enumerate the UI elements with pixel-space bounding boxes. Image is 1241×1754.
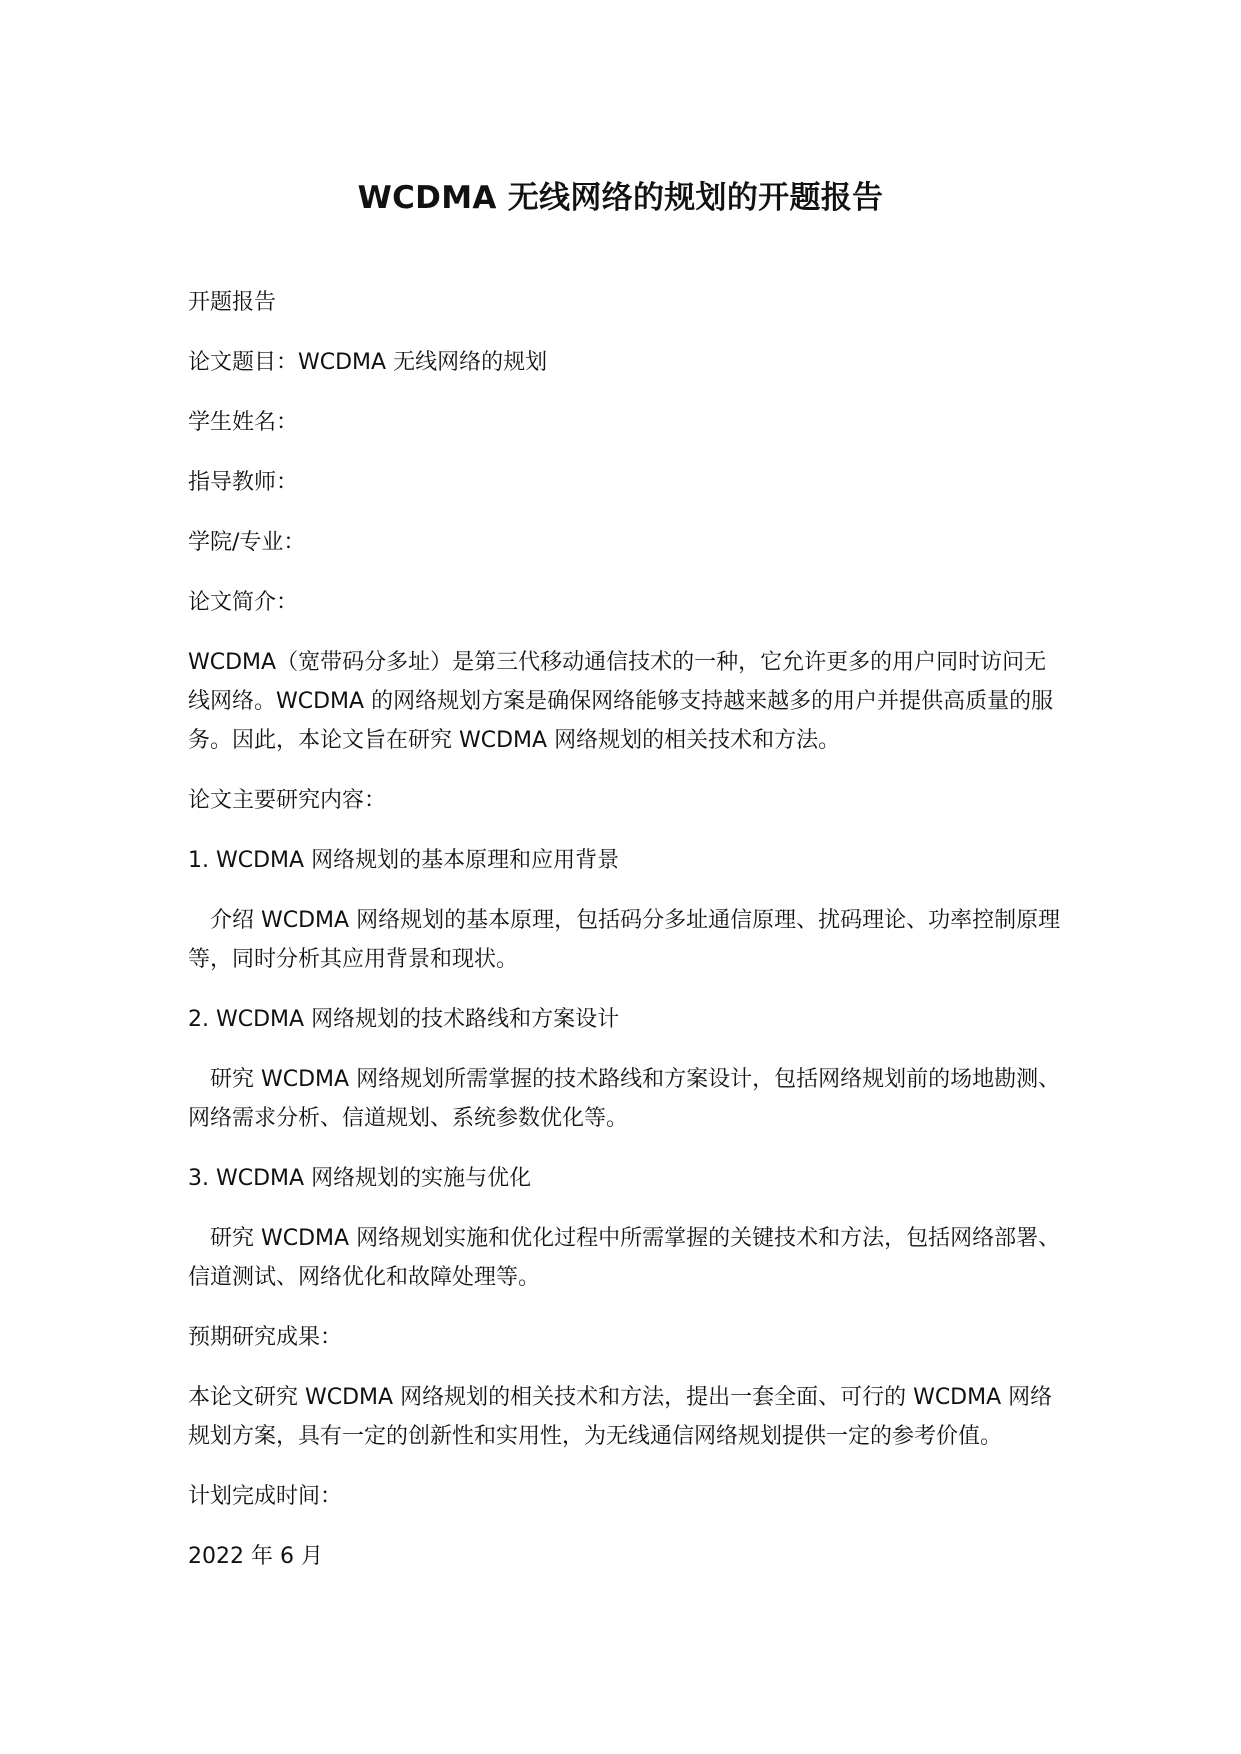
document-paragraph: 开题报告 [188,290,277,315]
document-paragraph: 3. WCDMA 网络规划的实施与优化 [188,1166,532,1191]
document-paragraph: 论文主要研究内容： [188,788,387,813]
document-paragraph: 介绍 WCDMA 网络规划的基本原理，包括码分多址通信原理、扰码理论、功率控制原理等，同时分析其应用背景和现状。 [188,908,1061,972]
document-paragraph: 预期研究成果： [188,1325,343,1350]
document-paragraph: 计划完成时间： [188,1484,343,1509]
document-paragraph: 指导教师： [188,470,299,495]
document-paragraph: 论文题目：WCDMA 无线网络的规划 [188,350,548,375]
document-paragraph: 研究 WCDMA 网络规划实施和优化过程中所需掌握的关键技术和方法，包括网络部署、信道测试、网络优化和故障处理等。 [188,1226,1061,1290]
document-paragraph: 研究 WCDMA 网络规划所需掌握的技术路线和方案设计，包括网络规划前的场地勘测、网络需求分析、信道规划、系统参数优化等。 [188,1067,1061,1131]
document-title: WCDMA 无线网络的规划的开题报告 [357,180,884,216]
document-paragraph: 学生姓名： [188,410,299,435]
document-paragraph: 论文简介： [188,590,299,615]
document-paragraph: 2022 年 6 月 [188,1544,323,1569]
document-paragraph: 学院/专业： [188,530,306,555]
document-body [188,283,1068,1597]
document-paragraph: 本论文研究 WCDMA 网络规划的相关技术和方法，提出一套全面、可行的 WCDMA 网络规划方案，具有一定的创新性和实用性，为无线通信网络规划提供一定的参考价值。 [188,1385,1053,1449]
document-paragraph: WCDMA（宽带码分多址）是第三代移动通信技术的一种，它允许更多的用户同时访问无线网络。WCDMA 的网络规划方案是确保网络能够支持越来越多的用户并提供高质量的服务。因此，本论文旨在研究 WCDMA 网络规划的相关技术和方法。 [188,650,1054,753]
document-paragraph: 2. WCDMA 网络规划的技术路线和方案设计 [188,1007,620,1032]
document-paragraph: 1. WCDMA 网络规划的基本原理和应用背景 [188,848,620,873]
